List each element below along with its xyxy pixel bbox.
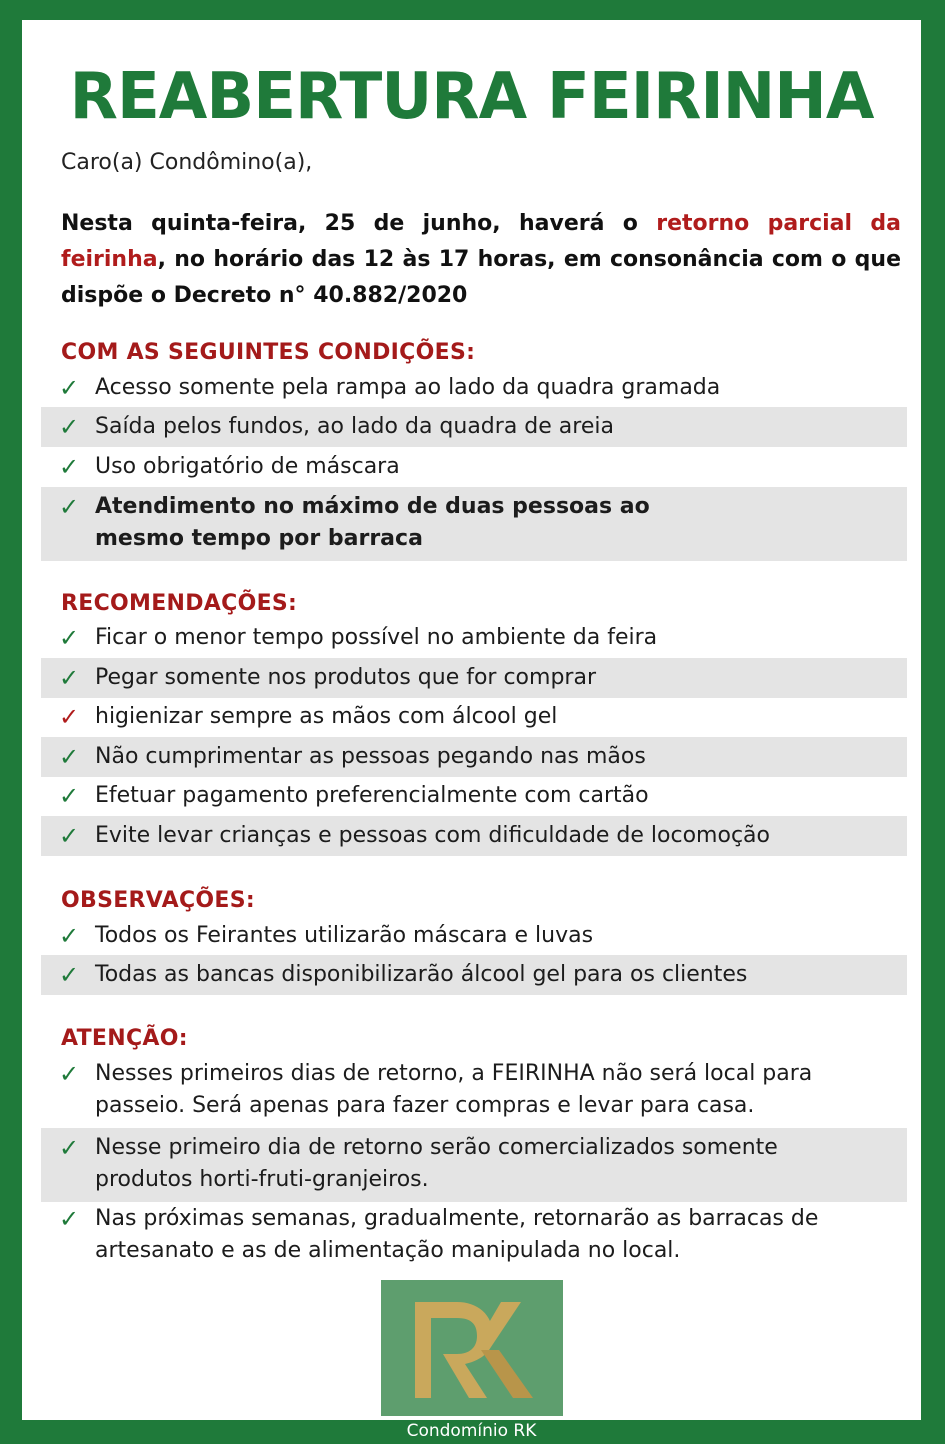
intro-text-start: Nesta quinta-feira, 25 de junho, haverá o: [61, 211, 657, 236]
recommendation-text: Pegar somente nos produtos que for comprar: [95, 665, 596, 690]
recommendation-item: [41, 780, 907, 816]
recommendation-text: Efetuar pagamento preferencialmente com cartão: [95, 783, 649, 808]
attention-item: [41, 1128, 907, 1202]
check-icon: ✓: [59, 493, 80, 521]
condition-text: Uso obrigatório de máscara: [95, 454, 400, 479]
recommendation-text: Ficar o menor tempo possível no ambiente da feira: [95, 625, 658, 650]
observation-text: Todas as bancas disponibilizarão álcool gel para os clientes: [95, 962, 748, 987]
notice-sheet: [22, 20, 921, 1420]
attention-heading: ATENÇÃO:: [61, 1026, 188, 1051]
condition-item: [41, 451, 907, 487]
recommendation-item: [41, 816, 907, 856]
attention-text: Nas próximas semanas, gradualmente, retornarão as barracas de artesanato e as de alimentação manipulada no local.: [95, 1206, 819, 1263]
recommendation-item: [41, 701, 907, 737]
check-icon: ✓: [59, 1060, 80, 1088]
check-icon: ✓: [59, 922, 80, 950]
attention-text: Nesses primeiros dias de retorno, a FEIRINHA não será local para passeio. Será apenas para fazer compras e levar para casa.: [95, 1061, 813, 1118]
attention-item: [41, 1203, 907, 1273]
observation-item: [41, 955, 907, 995]
rk-logo-graphic: [381, 1280, 563, 1416]
recommendation-item: [41, 737, 907, 777]
condition-text: Acesso somente pela rampa ao lado da quadra gramada: [95, 375, 721, 400]
condition-item: [41, 407, 907, 447]
check-icon: ✓: [59, 782, 80, 810]
recommendations-heading: RECOMENDAÇÕES:: [61, 591, 298, 616]
condition-text: Atendimento no máximo de duas pessoas ao mesmo tempo por barraca: [95, 494, 650, 551]
check-icon: ✓: [59, 413, 80, 441]
intro-paragraph: [61, 206, 901, 314]
intro-text-end: , no horário das 12 às 17 horas, em consonância com o que dispõe o Decreto n° 40.882/2020: [61, 247, 901, 308]
check-icon: ✓: [59, 703, 80, 731]
check-icon: ✓: [59, 822, 80, 850]
intro-highlight: retorno parcial da feirinha: [61, 211, 901, 272]
attention-item: [41, 1058, 907, 1128]
check-icon: ✓: [59, 664, 80, 692]
attention-text: Nesse primeiro dia de retorno serão comercializados somente produtos horti-fruti-granjeiros.: [95, 1135, 778, 1192]
condition-item: [41, 487, 907, 561]
check-icon: ✓: [59, 1205, 80, 1233]
observation-text: Todos os Feirantes utilizarão máscara e luvas: [95, 923, 594, 948]
rk-logo-icon: [381, 1280, 563, 1416]
page-title: REABERTURA FEIRINHA: [69, 60, 874, 134]
recommendation-item: [41, 658, 907, 698]
check-icon: ✓: [59, 961, 80, 989]
recommendation-text: Não cumprimentar as pessoas pegando nas mãos: [95, 744, 646, 769]
recommendation-text: Evite levar crianças e pessoas com dificuldade de locomoção: [95, 823, 770, 848]
recommendation-text: higienizar sempre as mãos com álcool gel: [95, 704, 558, 729]
check-icon: ✓: [59, 743, 80, 771]
check-icon: ✓: [59, 1134, 80, 1162]
footer-label: Condomínio RK: [406, 1421, 537, 1441]
check-icon: ✓: [59, 624, 80, 652]
check-icon: ✓: [59, 374, 80, 402]
check-icon: ✓: [59, 453, 80, 481]
condition-text: Saída pelos fundos, ao lado da quadra de areia: [95, 414, 614, 439]
recommendation-item: [41, 622, 907, 658]
observations-heading: OBSERVAÇÕES:: [61, 888, 255, 913]
conditions-heading: COM AS SEGUINTES CONDIÇÕES:: [61, 340, 476, 365]
greeting: Caro(a) Condômino(a),: [61, 150, 313, 175]
observation-item: [41, 920, 907, 956]
condition-item: [41, 372, 907, 408]
